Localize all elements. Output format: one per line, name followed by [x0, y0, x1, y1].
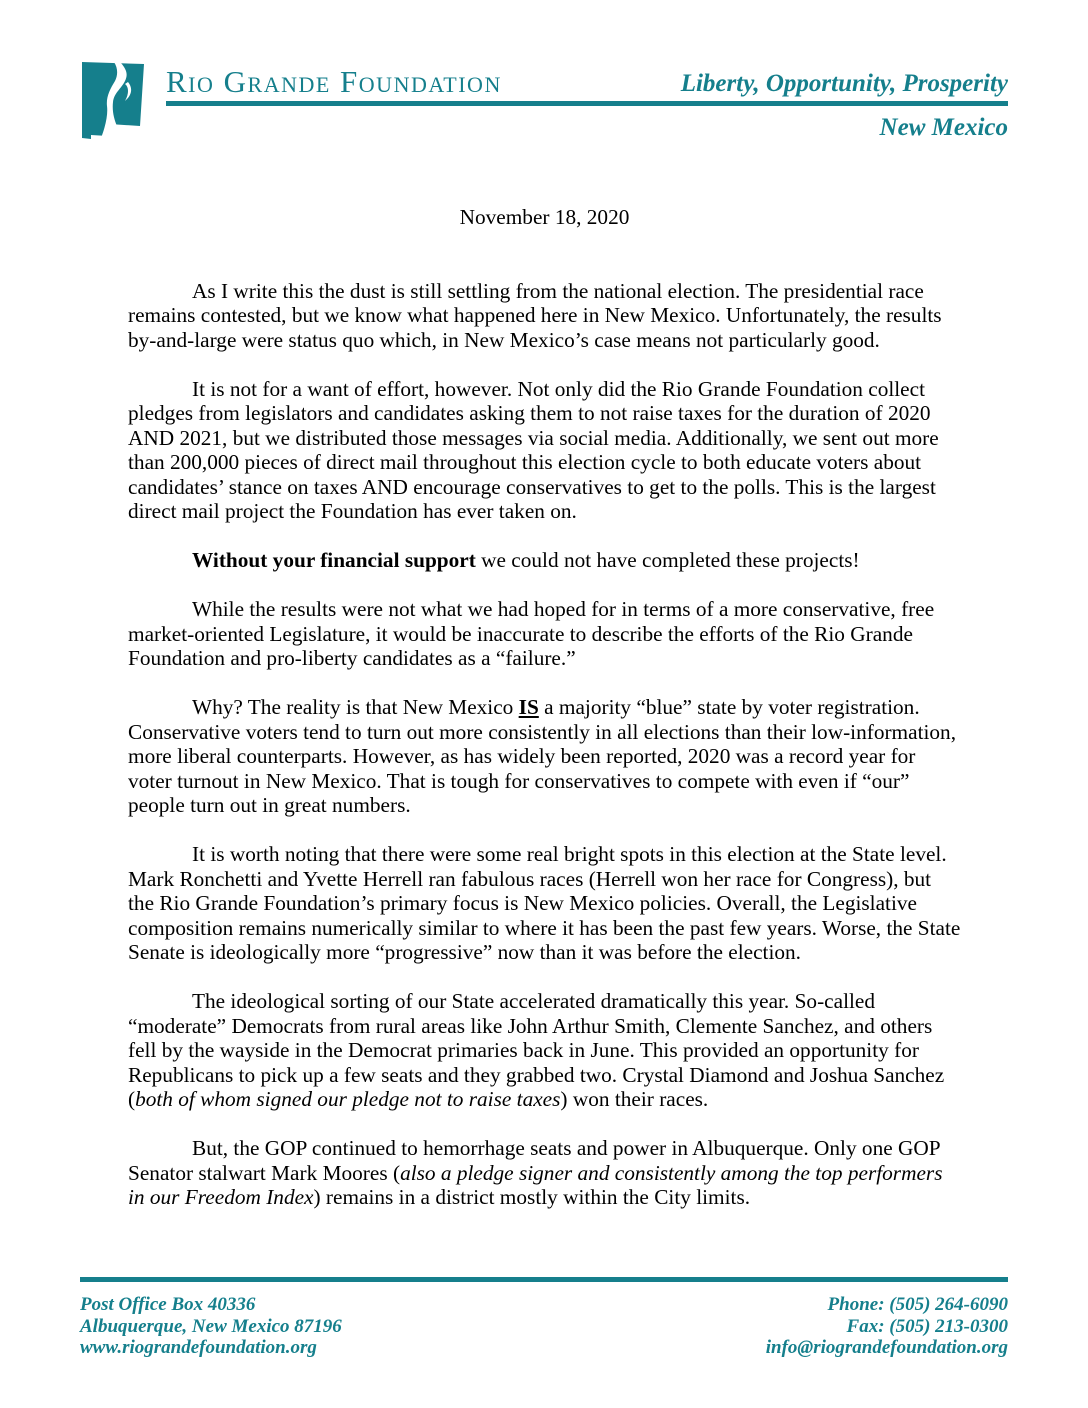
footer-address-block	[80, 1294, 342, 1359]
text-run: ) remains in a district mostly within the City limits.	[313, 1185, 751, 1209]
text-run: Why? The reality is that New Mexico	[192, 695, 519, 719]
footer-line: Phone: (505) 264-6090	[827, 1294, 1008, 1315]
org-tagline: Liberty, Opportunity, Prosperity	[680, 70, 1008, 97]
footer-line: Post Office Box 40336	[80, 1294, 256, 1315]
text-run: a majority “blue” state by voter registration. Conservative voters tend to turn out more consistently in all elections than their low-information, more liberal counterparts. However, as has widely been reported, 2020 was a record year for voter turnout in New Mexico. That is tough for conservatives to compete with even if “our” people turn out in great numbers.	[128, 695, 957, 817]
text-run: It is worth noting that there were some real bright spots in this election at the State level. Mark Ronchetti and Yvette Herrell ran fabulous races (Herrell won her race for Congress), but the Rio Grande Foundation’s primary focus is New Mexico policies. Overall, the Legislative composition remains numerically similar to where it has been the past few years. Worse, the State Senate is ideologically more “progressive” now than it was before the election.	[128, 842, 961, 964]
paragraph	[128, 279, 961, 353]
text-run: Without your financial support	[192, 548, 476, 572]
paragraph	[128, 842, 961, 965]
letter-footer	[80, 1277, 1008, 1359]
text-run: As I write this the dust is still settling from the national election. The presidential race remains contested, but we know what happened here in New Mexico. Unfortunately, the results by-and-large were status quo which, in New Mexico’s case means not particularly good.	[128, 278, 942, 352]
footer-columns	[80, 1294, 1008, 1359]
letter-date: November 18, 2020	[459, 205, 630, 229]
paragraph	[128, 377, 961, 524]
footer-line: Fax: (505) 213-0300	[846, 1315, 1008, 1337]
text-run: ) won their races.	[560, 1087, 709, 1111]
text-run: both of whom signed our pledge not to raise taxes	[135, 1087, 561, 1111]
text-run: But, the GOP continued to hemorrhage seats and power in Albuquerque. Only one GOP Senator stalwart Mark Moores (	[128, 1136, 940, 1185]
org-region: New Mexico	[879, 114, 1008, 141]
letter-body	[128, 205, 961, 1210]
text-run: While the results were not what we had hoped for in terms of a more conservative, free market-oriented Legislature, it would be inaccurate to describe the efforts of the Rio Grande Foundation and pro-liberty candidates as a “failure.”	[128, 597, 935, 670]
text-run: It is not for a want of effort, however. Not only did the Rio Grande Foundation collect pledges from legislators and candidates asking them to not raise taxes for the duration of 2020 AND 2021, but we distributed those messages via social media. Additionally, we sent out more than 200,000 pieces of direct mail throughout this election cycle to both educate voters about candidates’ stance on taxes AND encourage conservatives to get to the polls. This is the largest direct mail project the Foundation has ever taken on.	[128, 376, 939, 523]
text-run: IS	[518, 695, 539, 719]
paragraph	[128, 695, 961, 818]
paragraph	[128, 1136, 961, 1210]
text-run: The ideological sorting of our State accelerated dramatically this year. So-called “moderate” Democrats from rural areas like John Arthur Smith, Clemente Sanchez, and others fell by the wayside in the Democrat primaries back in June. This provided an opportunity for Republicans to pick up a few seats and they grabbed two. Crystal Diamond and Joshua Sanchez (	[128, 989, 945, 1111]
text-run: also a pledge signer and consistently among the top performers in our Freedom Index	[128, 1160, 943, 1209]
paragraph	[128, 548, 961, 573]
footer-line: info@riograndefoundation.org	[765, 1337, 1008, 1358]
paragraph	[128, 597, 961, 671]
footer-contact-block	[766, 1294, 1008, 1359]
footer-line: www.riograndefoundation.org	[80, 1337, 317, 1358]
footer-line: Albuquerque, New Mexico 87196	[80, 1315, 342, 1337]
footer-divider	[80, 1277, 1008, 1282]
text-run: we could not have completed these projects!	[475, 548, 860, 572]
org-name: Rio Grande Foundation	[166, 64, 502, 99]
paragraph	[128, 989, 961, 1112]
paragraphs-container	[128, 279, 961, 1210]
rio-grande-foundation-logo-icon	[81, 62, 145, 140]
header-divider	[166, 101, 1008, 106]
